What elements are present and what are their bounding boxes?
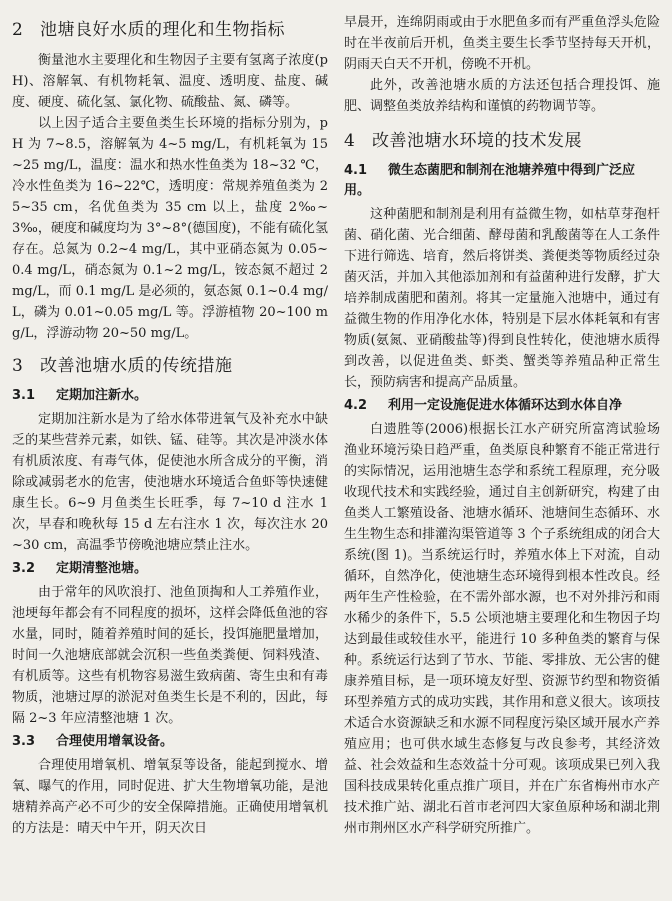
section-2-paragraph-2: 以上因子适合主要鱼类生长环境的指标分别为，pH 为 7~8.5，溶解氧为 4~5 mg/L，有机耗氧为 15~25 mg/L，温度：温水和热水性鱼类为 18~32 ℃，冷水性鱼类为 16~22℃，透明度：常规养殖鱼类为 25~35 cm，名优鱼类为 35 cm 以上，盐度 2‰~3‰，硬度和碱度均为 3°~8°(德国度)，不能有硫化氢存在。总氮为 0.2~4 mg/L，其中亚硝态氮为 0.05~0.4 mg/L，硝态氮为 0.1~2 mg/L，铵态氮不超过 2 mg/L，而 0.1 mg/L 是必须的，氨态氮 0.1~0.4 mg/L，磷为 0.01~0.05 mg/L 等。浮游植物 20~100 mg/L，浮游动物 20~50 mg/L。 bbox=[12, 116, 328, 341]
section-number: 2 bbox=[12, 20, 24, 40]
subsection-title: 定期加注新水。 bbox=[56, 388, 148, 403]
subsection-4-2-heading bbox=[344, 396, 660, 416]
subsection-4-2-paragraph: 白遗胜等(2006)根据长江水产研究所富湾试验场渔业环境污染日趋严重，鱼类原良种繁育不能正常进行的实际情况，运用池塘生态学和系统工程原理，充分吸收现代技术和实践经验，通过自主创新研究，构建了由鱼类人工繁殖设备、池塘水循环、池塘间生态循环、水生生物生态和排灌沟渠管道等 3 个子系统组成的闭合大系统(图 1)。当系统运行时，养殖水体上下对流，自动循环，自然净化，使池塘生态环境得到根本性改良。经两年生产性检验，在不需外部水源，也不对外排污和雨水稀少的条件下，5.5 公顷池塘主要理化和生物因子均达到最佳或较佳水平，能进行 10 多种鱼类的繁育与保种。系统运行达到了节水、节能、零排放、无公害的健康养殖目标，是一项环境友好型、资源节约型和物资循环型养殖方式的成功实践，其作用和意义很大。该项技术适合水资源缺乏和水源不同程度污染区域开展水产养殖应用；也可供水域生态修复与改良参考，其经济效益、社会效益和生态效益十分可观。该项成果已列入我国科技成果转化重点推广项目，并在广东省梅州市水产技术推广站、湖北石首市老河四大家鱼原种场和湖北荆州市荆州区水产科学研究所推广。 bbox=[344, 422, 660, 836]
subsection-3-2-paragraph: 由于常年的风吹浪打、池鱼顶掏和人工养殖作业，池埂每年都会有不同程度的损坏，这样会降低鱼池的容水量，同时，随着养殖时间的延长，投饵施肥量增加，时间一久池塘底部就会沉积一些鱼类粪便、饲料残渣、有机质等。这些有机物容易滋生致病菌、寄生虫和有毒物质，池塘过厚的淤泥对鱼类生长是不利的，因此，每隔 2~3 年应清整池塘 1 次。 bbox=[12, 585, 328, 726]
subsection-4-1-heading bbox=[344, 161, 660, 201]
subsection-3-1-heading bbox=[12, 386, 328, 406]
subsection-number: 3.3 bbox=[12, 734, 36, 749]
subsection-title: 合理使用增氧设备。 bbox=[56, 734, 174, 749]
subsection-title: 定期清整池塘。 bbox=[56, 561, 148, 576]
subsection-3-3-paragraph: 合理使用增氧机、增氧泵等设备，能起到搅水、增氧、曝气的作用，同时促进、扩大生物增氧功能，是池塘精养高产必不可少的安全保障措施。正确使用增氧机的方法是：晴天中午开，阴天次日 bbox=[12, 758, 328, 836]
subsection-number: 3.1 bbox=[12, 388, 36, 403]
section-title: 改善池塘水质的传统措施 bbox=[40, 356, 233, 376]
subsection-3-3-heading bbox=[12, 732, 328, 752]
subsection-title: 利用一定设施促进水体循环达到水体自净 bbox=[388, 398, 623, 413]
section-title: 改善池塘水环境的技术发展 bbox=[372, 131, 582, 151]
left-column bbox=[12, 12, 328, 901]
section-title: 池塘良好水质的理化和生物指标 bbox=[40, 20, 285, 40]
subsection-3-2-heading bbox=[12, 559, 328, 579]
section-4-heading bbox=[344, 129, 660, 153]
subsection-number: 4.2 bbox=[344, 398, 368, 413]
section-number: 4 bbox=[344, 131, 356, 151]
section-2-heading bbox=[12, 18, 328, 42]
other-methods-paragraph: 此外，改善池塘水质的方法还包括合理投饵、施肥、调整鱼类放养结构和谨慎的药物调节等。 bbox=[344, 78, 660, 114]
right-column bbox=[344, 12, 660, 901]
subsection-4-1-paragraph: 这种菌肥和制剂是利用有益微生物，如枯草芽孢杆菌、硝化菌、光合细菌、酵母菌和乳酸菌等在人工条件下进行筛选、培育，然后将饼类、粪便类等物质经过杂菌灭活，并加入其他添加剂和有益菌种进行发酵，扩大培养制成菌肥和菌剂。将其一定量施入池塘中，通过有益微生物的作用净化水体，特别是下层水体耗氧和有害物质(氨氮、亚硝酸盐等)得到良性转化，使池塘水质得到改善，以促进鱼类、虾类、蟹类等养殖品种正常生长，预防病害和提高产品质量。 bbox=[344, 207, 660, 390]
section-3-heading bbox=[12, 354, 328, 378]
subsection-3-1-paragraph: 定期加注新水是为了给水体带进氧气及补充水中缺乏的某些营养元素，如铁、锰、硅等。其次是冲淡水体有机质浓度、有毒气体，促使池水所含成分的平衡，消除或减弱老水的危害，使池塘水环境适合鱼虾等快速健康生长。6~9 月鱼类生长旺季，每 7~10 d 注水 1 次，早春和晚秋每 15 d 左右注水 1 次，每次注水 20~30 cm，高温季节傍晚池塘应禁止注水。 bbox=[12, 412, 328, 553]
subsection-number: 3.2 bbox=[12, 561, 36, 576]
section-2-paragraph-1: 衡量池水主要理化和生物因子主要有氢离子浓度(pH)、溶解氧、有机物耗氧、温度、透明度、盐度、碱度、硬度、硫化氢、氯化物、硫酸盐、氮、磷等。 bbox=[12, 53, 328, 110]
section-number: 3 bbox=[12, 356, 24, 376]
subsection-number: 4.1 bbox=[344, 163, 368, 178]
subsection-title: 微生态菌肥和制剂在池塘养殖中得到广泛应用。 bbox=[344, 163, 636, 198]
continued-paragraph: 早晨开，连绵阴雨或由于水肥鱼多而有严重鱼浮头危险时在半夜前后开机，鱼类主要生长季节坚持每天开机，阴雨天白天不开机，傍晚不开机。 bbox=[344, 15, 660, 72]
